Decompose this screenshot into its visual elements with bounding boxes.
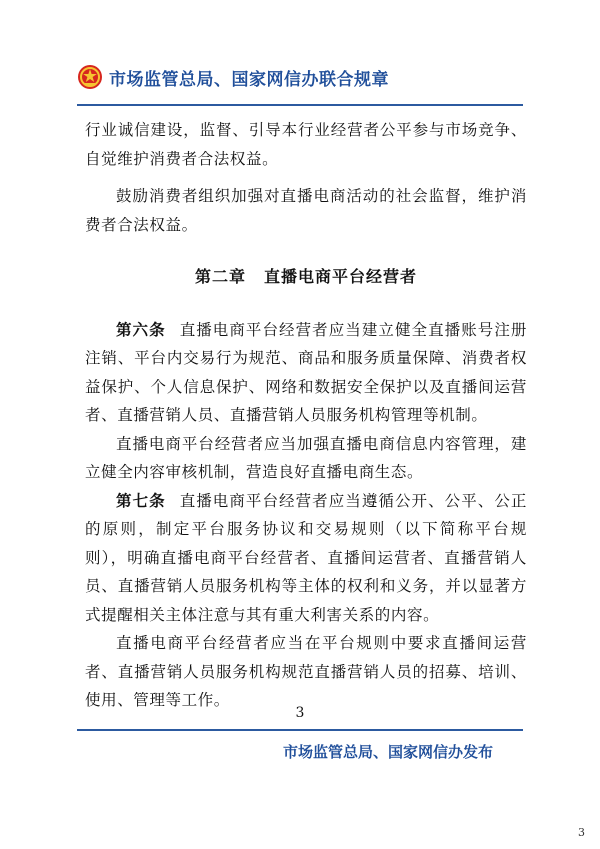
article-6-text: 直播电商平台经营者应当建立健全直播账号注册注销、平台内交易行为规范、商品和服务质量保障、消费者权益保护、个人信息保护、网络和数据安全保护以及直播间运营者、直播营销人员、直播营销人员服务机构管理等机制。 bbox=[85, 320, 527, 424]
corner-page-number: 3 bbox=[578, 826, 585, 839]
document-body bbox=[85, 116, 527, 715]
footer-divider bbox=[77, 729, 523, 731]
article-7-text: 直播电商平台经营者应当遵循公开、公平、公正的原则，制定平台服务协议和交易规则（以下简称平台规则），明确直播电商平台经营者、直播间运营者、直播营销人员、直播营销人员服务机构等主体的权利和义务，并以显著方式提醒相关主体注意与其有重大利害关系的内容。 bbox=[85, 491, 527, 624]
document-header bbox=[77, 62, 527, 92]
article-7 bbox=[85, 487, 527, 630]
article-7-paragraph-2: 直播电商平台经营者应当在平台规则中要求直播间运营者、直播营销人员服务机构规范直播营销人员的招募、培训、使用、管理等工作。 bbox=[85, 634, 527, 709]
article-6-label: 第六条 bbox=[116, 320, 166, 339]
national-emblem-icon bbox=[77, 64, 103, 90]
chapter-number: 第二章 bbox=[194, 267, 246, 286]
chapter-heading bbox=[85, 263, 527, 292]
article-6 bbox=[85, 316, 527, 430]
chapter-title: 直播电商平台经营者 bbox=[264, 267, 418, 286]
header-title: 市场监管总局、国家网信办联合规章 bbox=[109, 69, 389, 90]
paragraph-consumer-supervision: 鼓励消费者组织加强对直播电商活动的社会监督，维护消费者合法权益。 bbox=[85, 187, 527, 234]
header-divider bbox=[77, 104, 523, 106]
article-6-paragraph-2: 直播电商平台经营者应当加强直播电商信息内容管理，建立健全内容审核机制，营造良好直播电商生态。 bbox=[85, 434, 527, 481]
paragraph-continuation: 行业诚信建设，监督、引导本行业经营者公平参与市场竞争、自觉维护消费者合法权益。 bbox=[85, 121, 527, 168]
footer-publisher: 市场监管总局、国家网信办发布 bbox=[282, 743, 493, 761]
page-number: 3 bbox=[295, 705, 305, 721]
article-7-label: 第七条 bbox=[116, 491, 166, 510]
